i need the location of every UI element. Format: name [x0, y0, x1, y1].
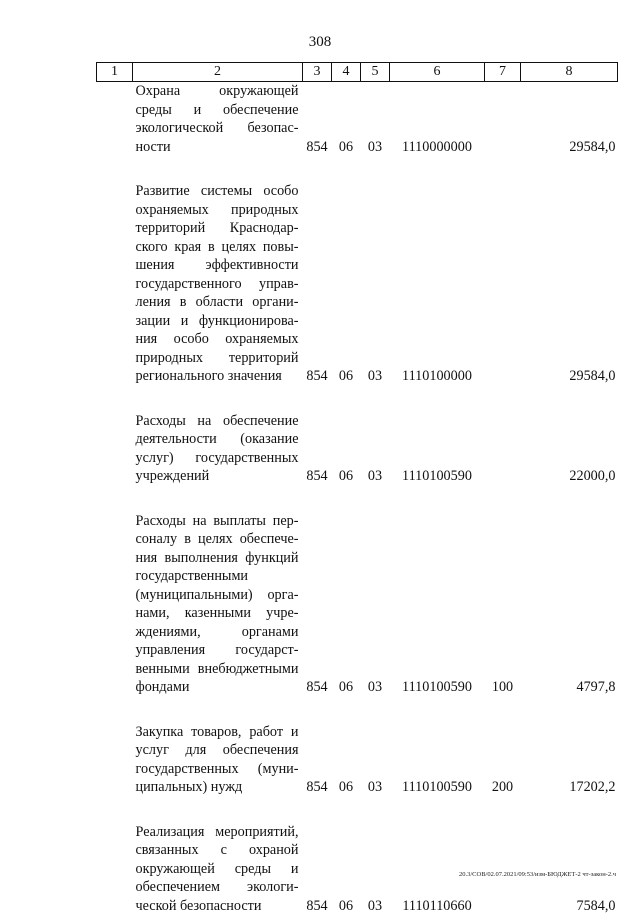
row-section-code: 06: [332, 182, 361, 386]
row-expense-type: [485, 182, 521, 386]
row-expense-type: 200: [485, 723, 521, 797]
row-target-article: 1110100590: [390, 512, 485, 697]
document-footer-code: 20.3/СОВ/02.07.2021/09:53/изм-БЮДЖЕТ-2 чт-закон-2.ч: [459, 871, 616, 878]
row-amount: 29584,0: [521, 82, 618, 157]
column-header-2: 2: [133, 63, 303, 82]
row-expense-type: [485, 82, 521, 157]
row-ministry-code: 854: [303, 182, 332, 386]
table-row: [97, 512, 618, 697]
row-subsection-code: 03: [361, 823, 390, 915]
column-header-1: 1: [97, 63, 133, 82]
column-header-5: 5: [361, 63, 390, 82]
row-target-article: 1110100000: [390, 182, 485, 386]
row-section-code: 06: [332, 412, 361, 486]
table-row: [97, 82, 618, 157]
row-name: Расходы на обеспечение деятельности (оказание услуг) государственных учреждений: [133, 412, 303, 486]
row-target-article: 1110110660: [390, 823, 485, 915]
row-subsection-code: 03: [361, 512, 390, 697]
column-header-8: 8: [521, 63, 618, 82]
row-target-article: 1110100590: [390, 412, 485, 486]
row-subsection-code: 03: [361, 182, 390, 386]
row-target-article: 1110100590: [390, 723, 485, 797]
column-header-6: 6: [390, 63, 485, 82]
row-ministry-code: 854: [303, 723, 332, 797]
column-header-4: 4: [332, 63, 361, 82]
row-name: Реализация мероприятий, связанных с охраной окружающей среды и обеспечением экологической безопасности: [133, 823, 303, 915]
row-ministry-code: 854: [303, 512, 332, 697]
row-ministry-code: 854: [303, 823, 332, 915]
row-section-code: 06: [332, 512, 361, 697]
row-subsection-code: 03: [361, 82, 390, 157]
page-number: 308: [0, 34, 640, 51]
row-expense-type: [485, 412, 521, 486]
row-name: Закупка товаров, работ и услуг для обеспечения государственных (муниципальных) нужд: [133, 723, 303, 797]
row-section-code: 06: [332, 823, 361, 915]
row-amount: 4797,8: [521, 512, 618, 697]
row-ministry-code: 854: [303, 412, 332, 486]
table-row: [97, 723, 618, 797]
row-expense-type: 100: [485, 512, 521, 697]
row-amount: 17202,2: [521, 723, 618, 797]
row-amount: 29584,0: [521, 182, 618, 386]
budget-table: [96, 62, 618, 915]
row-name: Охрана окружающей среды и обеспечение экологической безопасности: [133, 82, 303, 157]
row-subsection-code: 03: [361, 412, 390, 486]
column-header-7: 7: [485, 63, 521, 82]
row-subsection-code: 03: [361, 723, 390, 797]
table-row: [97, 182, 618, 386]
row-amount: 7584,0: [521, 823, 618, 915]
row-name: Расходы на выплаты персоналу в целях обеспечения выполнения функций государственными (муниципальными) органами, казенными учреждениями, органами управления государственными внебюджетными фондами: [133, 512, 303, 697]
row-target-article: 1110000000: [390, 82, 485, 157]
row-section-code: 06: [332, 82, 361, 157]
table-header-row: [97, 63, 618, 82]
column-header-3: 3: [303, 63, 332, 82]
row-expense-type: [485, 823, 521, 915]
row-ministry-code: 854: [303, 82, 332, 157]
table-row: [97, 412, 618, 486]
table-row: [97, 823, 618, 915]
row-section-code: 06: [332, 723, 361, 797]
row-name: Развитие системы особо охраняемых природных территорий Краснодарского края в целях повышения эффективности государственного управления в области организации и функционирования особо охраняемых природных территорий регионального значения: [133, 182, 303, 386]
row-amount: 22000,0: [521, 412, 618, 486]
